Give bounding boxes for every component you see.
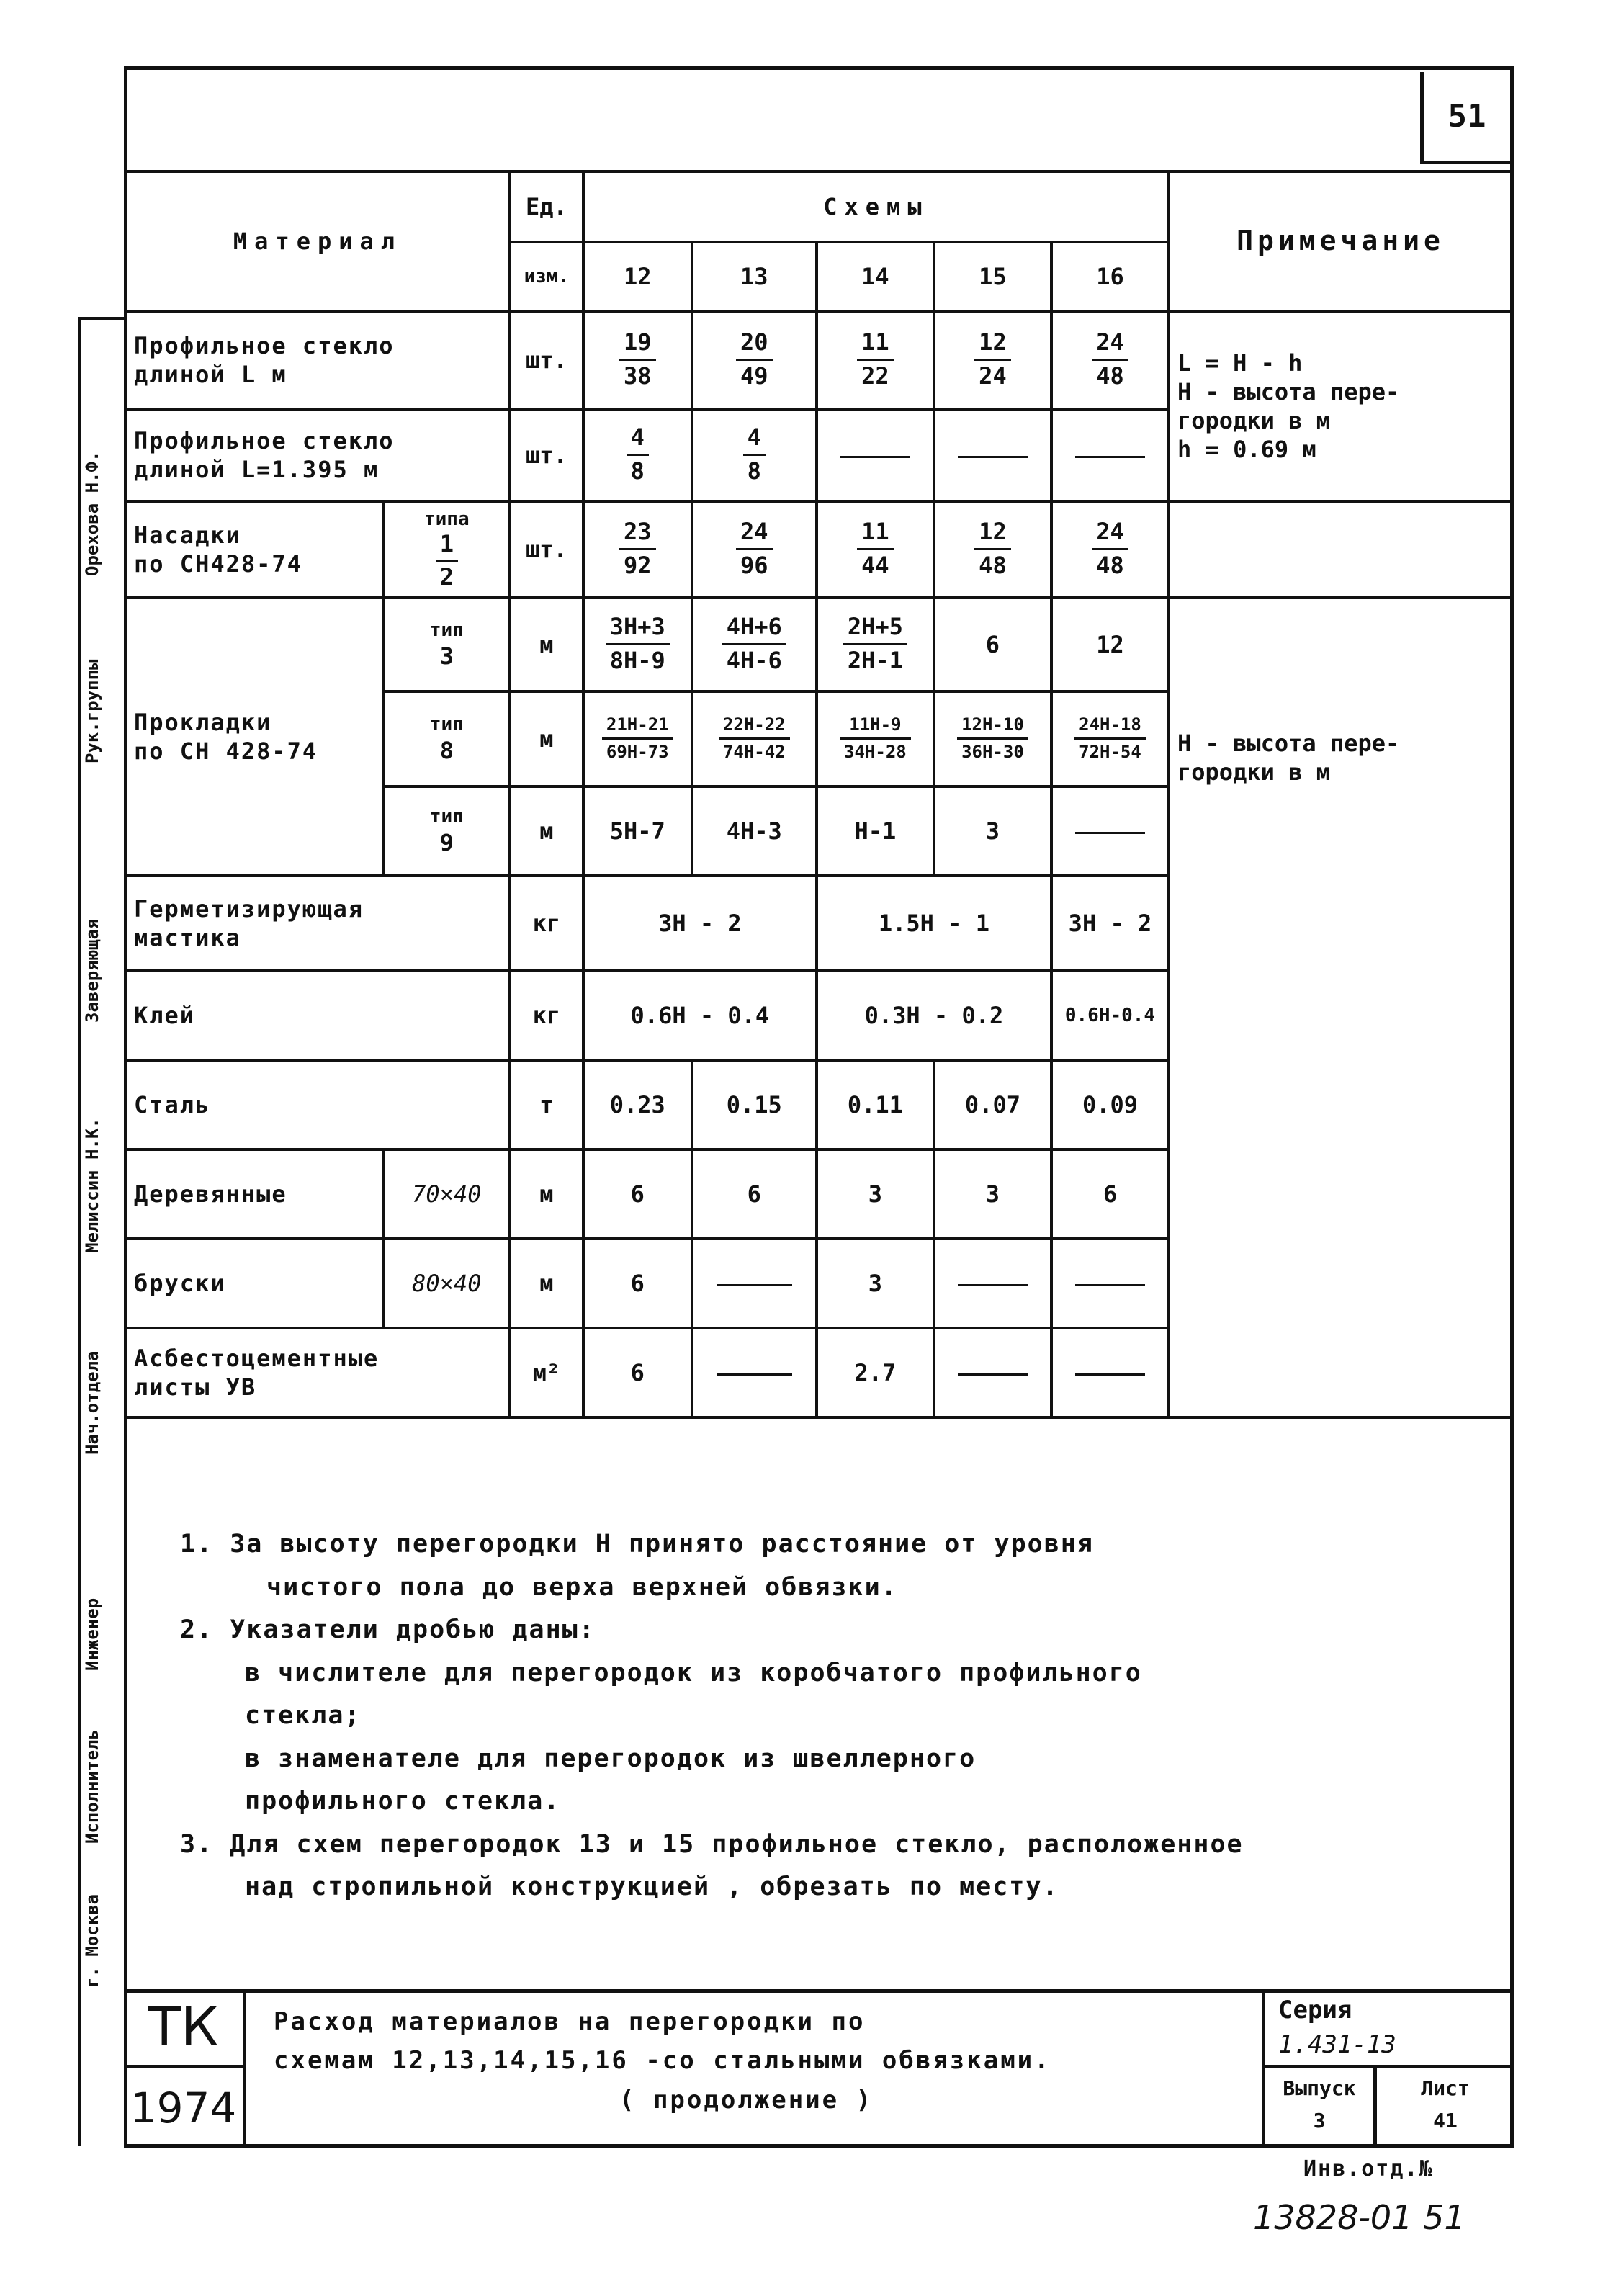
type-cell: тип 3 [384, 598, 510, 691]
header-material: Материал [125, 171, 510, 311]
year-label: 1974 [130, 2084, 237, 2133]
unit-cell: кг [510, 971, 583, 1060]
side-label-approver: Заверяющая [82, 918, 102, 1023]
value-cell: $\frac{12}{48}$ [934, 501, 1051, 598]
value-cell: 3 [934, 1149, 1051, 1239]
unit-cell: м² [510, 1328, 583, 1417]
notes-block [180, 1523, 1476, 1909]
unit-cell: м [510, 786, 583, 876]
value-cell: 0.6H - 0.4 [583, 971, 817, 1060]
unit-cell: шт. [510, 311, 583, 409]
side-label-city: г. Москва [82, 1893, 102, 1988]
series-box [1262, 1989, 1514, 2068]
empty-dash [692, 1239, 817, 1328]
row-label-mastic: Герметизирующая мастика [125, 876, 510, 971]
value-cell: 0.09 [1051, 1060, 1169, 1149]
row-label-wood: Деревянные [125, 1149, 384, 1239]
tk-box [124, 1989, 246, 2068]
value-cell: 6 [583, 1328, 692, 1417]
value-cell: $\frac{11H-9}{34H-28}$ [817, 691, 934, 786]
unit-cell: т [510, 1060, 583, 1149]
empty-dash [934, 1239, 1051, 1328]
empty-dash [1051, 409, 1169, 501]
series-label: Серия [1278, 1996, 1352, 2024]
value-cell: 4H-3 [692, 786, 817, 876]
materials-table [124, 170, 1514, 1419]
unit-cell: м [510, 691, 583, 786]
header-schemes: Схемы [583, 171, 1169, 242]
note-2b1: в знаменателе для перегородок из швеллерного [245, 1744, 977, 1773]
value-cell: $\frac{20}{49}$ [692, 311, 817, 409]
inventory-number: 13828-01 51 [1253, 2198, 1465, 2237]
stamp-title-3: ( продолжение ) [619, 2085, 874, 2115]
issue-value: 3 [1313, 2108, 1326, 2133]
height-note: H - высота пере- городки в м [1169, 598, 1512, 1417]
value-cell: 0.3H - 0.2 [817, 971, 1051, 1060]
header-scheme-14: 14 [817, 242, 934, 311]
header-scheme-15: 15 [934, 242, 1051, 311]
value-cell: $\frac{19}{38}$ [583, 311, 692, 409]
unit-cell: кг [510, 876, 583, 971]
value-cell: 0.07 [934, 1060, 1051, 1149]
value-cell: 3H - 2 [583, 876, 817, 971]
stamp-title-2: схемам 12,13,14,15,16 -со стальными обвязками. [274, 2046, 1051, 2076]
side-label-executor: Исполнитель [82, 1729, 102, 1844]
header-unit-sub: изм. [510, 242, 583, 311]
value-cell: 3H - 2 [1051, 876, 1169, 971]
empty-dash [692, 1328, 817, 1417]
year-box [124, 2068, 246, 2148]
row-label-steel: Сталь [125, 1060, 510, 1149]
note-2a2: стекла; [245, 1701, 362, 1730]
value-cell: 3 [817, 1149, 934, 1239]
row-label-glass2: Профильное стекло длиной L=1.395 м [125, 409, 510, 501]
unit-cell: шт. [510, 501, 583, 598]
note-2: 2. Указатели дробью даны: [180, 1615, 596, 1644]
tk-label: ТК [148, 1996, 219, 2058]
table-row [125, 311, 1512, 409]
value-cell: $\frac{12H-10}{36H-30}$ [934, 691, 1051, 786]
value-cell: $\frac{4}{8}$ [692, 409, 817, 501]
unit-cell: м [510, 1239, 583, 1328]
value-cell: 6 [583, 1149, 692, 1239]
type-cell: тип 9 [384, 786, 510, 876]
value-cell: 5H-7 [583, 786, 692, 876]
table-row [125, 598, 1512, 691]
page-number-box [1420, 72, 1510, 164]
series-value: 1.431-13 [1278, 2030, 1396, 2059]
value-cell: $\frac{4}{8}$ [583, 409, 692, 501]
value-cell: $\frac{11}{22}$ [817, 311, 934, 409]
side-label-head: Нач.отдела [82, 1350, 102, 1455]
sheet-value: 41 [1433, 2108, 1458, 2133]
unit-cell: шт. [510, 409, 583, 501]
value-cell: 2.7 [817, 1328, 934, 1417]
value-cell: 0.15 [692, 1060, 817, 1149]
value-cell: $\frac{3H+3}{8H-9}$ [583, 598, 692, 691]
issue-box [1262, 2068, 1377, 2148]
stamp-title [274, 2002, 1239, 2120]
value-cell: 0.11 [817, 1060, 934, 1149]
value-cell: $\frac{21H-21}{69H-73}$ [583, 691, 692, 786]
value-cell: 6 [934, 598, 1051, 691]
header-scheme-12: 12 [583, 242, 692, 311]
note-2a1: в числителе для перегородок из коробчатого профильного [245, 1658, 1142, 1687]
size-cell: 70×40 [384, 1149, 510, 1239]
type-cell: типа $\frac{1}{2}$ [384, 501, 510, 598]
type-cell: тип 8 [384, 691, 510, 786]
empty-dash [1051, 786, 1169, 876]
unit-cell: м [510, 1149, 583, 1239]
value-cell: $\frac{2H+5}{2H-1}$ [817, 598, 934, 691]
table-row [125, 501, 1512, 598]
value-cell: 0.6H-0.4 [1051, 971, 1169, 1060]
stamp-title-1: Расход материалов на перегородки по [274, 2007, 866, 2036]
row-label-glass1: Профильное стекло длиной L м [125, 311, 510, 409]
header-scheme-13: 13 [692, 242, 817, 311]
issue-label: Выпуск [1283, 2076, 1356, 2100]
value-cell: 6 [1051, 1149, 1169, 1239]
value-cell: 1.5H - 1 [817, 876, 1051, 971]
value-cell: 6 [583, 1239, 692, 1328]
header-unit: Ед. [510, 171, 583, 242]
empty-note-cell [1169, 501, 1512, 598]
empty-dash [934, 409, 1051, 501]
value-cell: 0.23 [583, 1060, 692, 1149]
note-3b: над стропильной конструкцией , обрезать по месту. [245, 1873, 1059, 1901]
empty-dash [1051, 1239, 1169, 1328]
value-cell: 3 [934, 786, 1051, 876]
note-2b2: профильного стекла. [245, 1787, 561, 1816]
unit-cell: м [510, 598, 583, 691]
empty-dash [934, 1328, 1051, 1417]
side-label-checker: Мелиссин Н.К. [82, 1118, 102, 1253]
side-label-author: Орехова Н.Ф. [82, 451, 102, 576]
row-label-glue: Клей [125, 971, 510, 1060]
glass-note: L = H - h H - высота пере- городки в м h = 0.69 м [1169, 311, 1512, 501]
row-label-asbestos: Асбестоцементные листы УВ [125, 1328, 510, 1417]
note-1b: чистого пола до верха верхней обвязки. [266, 1572, 898, 1602]
value-cell: $\frac{24}{96}$ [692, 501, 817, 598]
note-3a: 3. Для схем перегородок 13 и 15 профильное стекло, расположенное [180, 1829, 1244, 1859]
value-cell: 3 [817, 1239, 934, 1328]
value-cell: $\frac{22H-22}{74H-42}$ [692, 691, 817, 786]
value-cell: $\frac{23}{92}$ [583, 501, 692, 598]
side-label-engineer: Инженер [82, 1597, 102, 1671]
empty-dash [1051, 1328, 1169, 1417]
note-1a: 1. За высоту перегородки H принято расстояние от уровня [180, 1530, 1094, 1559]
value-cell: $\frac{11}{44}$ [817, 501, 934, 598]
row-label-prokladki: Прокладки по СН 428-74 [125, 598, 384, 876]
header-scheme-16: 16 [1051, 242, 1169, 311]
value-cell: $\frac{24}{48}$ [1051, 311, 1169, 409]
header-notes: Примечание [1169, 171, 1512, 311]
sheet-label: Лист [1421, 2076, 1470, 2100]
row-label-wood-2: бруски [125, 1239, 384, 1328]
inventory-label: Инв.отд.№ [1303, 2156, 1434, 2181]
value-cell: $\frac{24}{48}$ [1051, 501, 1169, 598]
value-cell: 12 [1051, 598, 1169, 691]
side-label-group: Рук.группы [82, 659, 102, 763]
value-cell: 6 [692, 1149, 817, 1239]
size-cell: 80×40 [384, 1239, 510, 1328]
value-cell: H-1 [817, 786, 934, 876]
sheet-box [1377, 2068, 1514, 2148]
value-cell: $\frac{12}{24}$ [934, 311, 1051, 409]
value-cell: $\frac{4H+6}{4H-6}$ [692, 598, 817, 691]
empty-dash [817, 409, 934, 501]
page-number: 51 [1447, 98, 1486, 135]
row-label-nasadki: Насадки по СН428-74 [125, 501, 384, 598]
value-cell: $\frac{24H-18}{72H-54}$ [1051, 691, 1169, 786]
